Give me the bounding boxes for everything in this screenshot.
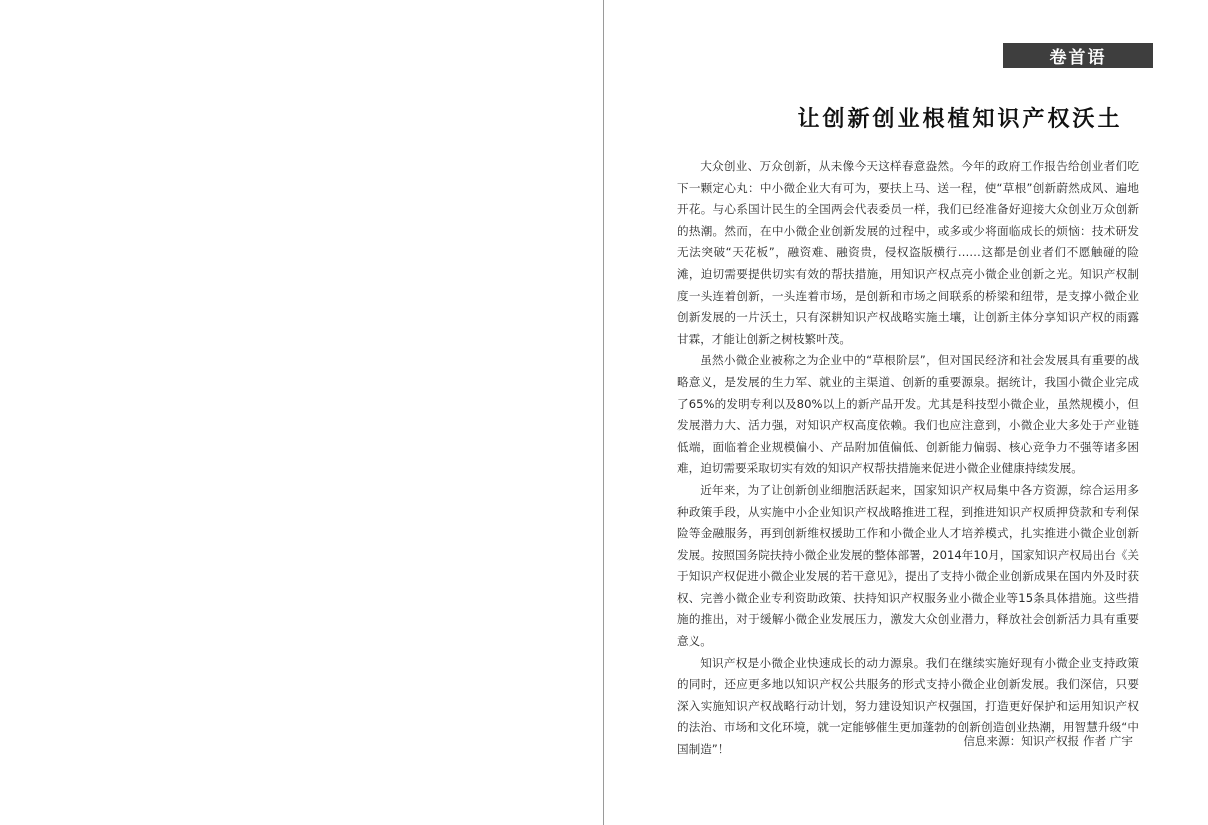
article-title: 让创新创业根植知识产权沃土	[797, 107, 1123, 132]
paragraph: 虽然小微企业被称之为企业中的“草根阶层”，但对国民经济和社会发展具有重要的战略意义，是发展的生力军、就业的主渠道、创新的重要源泉。据统计，我国小微企业完成了65%的发明专利以及80%以上的新产品开发。尤其是科技型小微企业，虽然规模小，但发展潜力大、活力强，对知识产权高度依赖。我们也应注意到，小微企业大多处于产业链低端，面临着企业规模偏小、产品附加值偏低、创新能力偏弱、核心竞争力不强等诸多困难，迫切需要采取切实有效的知识产权帮扶措施来促进小微企业健康持续发展。	[677, 353, 1139, 476]
source-credit: 信息来源：知识产权报 作者 广宇	[963, 734, 1133, 748]
article-body	[677, 156, 1139, 761]
section-tag: 卷首语	[1003, 43, 1153, 68]
paragraph: 知识产权是小微企业快速成长的动力源泉。我们在继续实施好现有小微企业支持政策的同时，还应更多地以知识产权公共服务的形式支持小微企业创新发展。我们深信，只要深入实施知识产权战略行动计划，努力建设知识产权强国，打造更好保护和运用知识产权的法治、市场和文化环境，就一定能够催生更加蓬勃的创新创造创业热潮，用智慧升级“中国制造”！	[677, 655, 1139, 757]
right-page	[605, 0, 1208, 825]
paragraph: 近年来，为了让创新创业细胞活跃起来，国家知识产权局集中各方资源，综合运用多种政策手段，从实施中小企业知识产权战略推进工程，到推进知识产权质押贷款和专利保险等金融服务，再到创新维权援助工作和小微企业人才培养模式，扎实推进小微企业创新发展。按照国务院扶持小微企业发展的整体部署，2014年10月，国家知识产权局出台《关于知识产权促进小微企业发展的若干意见》，提出了支持小微企业创新成果在国内外及时获权、完善小微企业专利资助政策、扶持知识产权服务业小微企业等15条具体措施。这些措施的推出，对于缓解小微企业发展压力，激发大众创业潜力，释放社会创新活力具有重要意义。	[677, 482, 1139, 649]
paragraph: 大众创业、万众创新，从未像今天这样春意盎然。今年的政府工作报告给创业者们吃下一颗定心丸：中小微企业大有可为，要扶上马、送一程，使“草根”创新蔚然成风、遍地开花。与心系国计民生的全国两会代表委员一样，我们已经准备好迎接大众创业万众创新的热潮。然而，在中小微企业创新发展的过程中，或多或少将面临成长的烦恼：技术研发无法突破“天花板”，融资难、融资贵，侵权盗版横行……这都是创业者们不愿触碰的险滩，迫切需要提供切实有效的帮扶措施，用知识产权点亮小微企业创新之光。知识产权制度一头连着创新，一头连着市场，是创新和市场之间联系的桥梁和纽带，是支撑小微企业创新发展的一片沃土，只有深耕知识产权战略实施土壤，让创新主体分享知识产权的雨露甘霖，才能让创新之树枝繁叶茂。	[677, 159, 1139, 346]
